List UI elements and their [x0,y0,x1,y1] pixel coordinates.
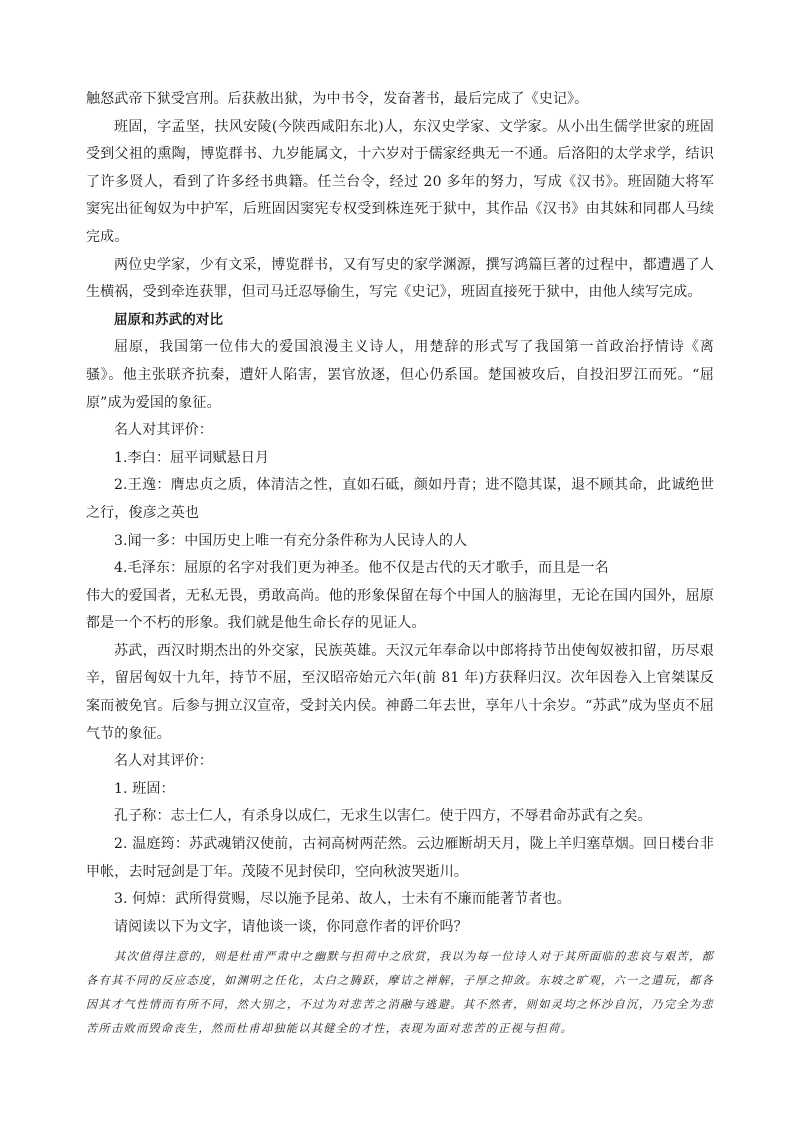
paragraph-sima-qian-end: 触怒武帝下狱受宫刑。后获赦出狱，为中书令，发奋著书，最后完成了《史记》。 [86,91,589,107]
evaluation-item: 2. 温庭筠：苏武魂销汉使前，古祠高树两茫然。云边雁断胡天月，陇上羊归塞草烟。回日楼台非甲帐，去时冠剑是丁年。茂陵不见封侯印，空向秋波哭逝川。 [86,836,714,880]
paragraph-ban-gu: 班固，字孟坚，扶风安陵(今陕西咸阳东北)人，东汉史学家、文学家。从小出生儒学世家的班固受到父祖的熏陶，博览群书、九岁能属文，十六岁对于儒家经典无一不通。后洛阳的太学求学，结识了许多贤人，看到了许多经书典籍。任兰台令，经过 20 多年的努力，写成《汉书》。班固随大将军窦宪出征匈奴为中护军，后班固因窦宪专权受到株连死于狱中，其作品《汉书》由其妹和同郡人马续完成。 [86,118,714,245]
evaluation-label: 名人对其评价： [114,753,214,770]
paragraph-qu-yuan: 屈原，我国第一位伟大的爱国浪漫主义诗人，用楚辞的形式写了我国第一首政治抒情诗《离骚》。他主张联齐抗秦，遭奸人陷害，罢官放逐，但心仍系国。楚国被攻后，自投汨罗江而死。“屈原”成为爱国的象征。 [86,339,714,411]
reading-prompt: 请阅读以下为文字，请他谈一谈，你同意作者的评价吗？ [114,918,468,935]
evaluation-item: 3.闻一多：中国历史上唯一有充分条件称为人民诗人的人 [114,532,468,549]
evaluation-item: 4.毛泽东：屈原的名字对我们更为神圣。他不仅是古代的天才歌手，而且是一名 [114,560,609,577]
paragraph-su-wu: 苏武，西汉时期杰出的外交家，民族英雄。天汉元年奉命以中郎将持节出使匈奴被扣留，历尽艰辛，留居匈奴十九年，持节不屈，至汉昭帝始元六年(前 81 年)方获释归汉。次年因卷入上官桀谋反案而被免官。后参与拥立汉宣帝，受封关内侯。神爵二年去世，享年八十余岁。“苏武”成为坚贞不屈气节的象征。 [86,642,714,742]
evaluation-item: 3. 何焯：武所得赏赐，尽以施予昆弟、故人，士未有不廉而能著节者也。 [114,891,571,908]
evaluation-label: 名人对其评价： [114,422,214,439]
paragraph-mao-continued: 伟大的爱国者，无私无畏，勇敢高尚。他的形象保留在每个中国人的脑海里，无论在国内国外，屈原都是一个不朽的形象。我们就是他生命长存的见证人。 [86,587,714,632]
quoted-passage: 其次值得注意的，则是杜甫严肃中之幽默与担荷中之欣赏，我以为每一位诗人对于其所面临的悲哀与艰苦，都各有其不同的反应态度，如渊明之任化，太白之腾跃，摩诘之禅解，子厚之抑敛。东坡之旷观，六一之遣玩，都各因其才气性情而有所不同，然大别之，不过为对悲苦之消融与逃避。其不然者，则如灵均之怀沙自沉，乃完全为悲苦所击败而毁命丧生，然而杜甫却独能以其健全的才性，表现为面对悲苦的正视与担荷。 [86,950,714,1036]
evaluation-item: 1. 班固： [114,780,175,797]
evaluation-item: 1.李白：屈平词赋悬日月 [114,449,270,466]
section-heading: 屈原和苏武的对比 [114,311,224,328]
document-page [86,86,714,1041]
paragraph-historians-comparison: 两位史学家，少有文采，博览群书，又有写史的家学渊源，撰写鸿篇巨著的过程中，都遭遇了人生横祸，受到牵连获罪，但司马迁忍辱偷生，写完《史记》，班固直接死于狱中，由他人续写完成。 [86,256,714,301]
evaluation-item: 2.王逸：膺忠贞之质，体清洁之性，直如石砥，颜如丹青；进不隐其谋，退不顾其命，此诚绝世之行，俊彦之英也 [86,477,714,521]
evaluation-item: 孔子称：志士仁人，有杀身以成仁，无求生以害仁。使于四方，不辱君命苏武有之矣。 [114,808,652,825]
